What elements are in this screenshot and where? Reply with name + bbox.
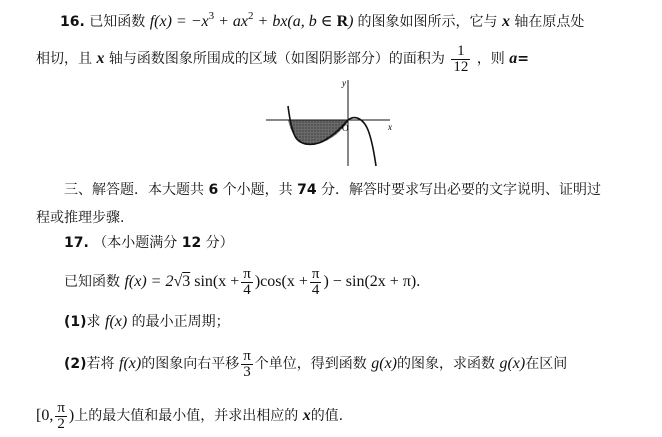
q16-line1: 16. 已知函数 $f(x) = -x^3 + ax^2 + bx(a$, b ∈ R) 的图象如图所示，它与 x 轴在原点处 — [60, 10, 585, 30]
section3-line1: 三、解答题．本大题共 6 个小题，共 74 分．解答时要求写出必要的文字说明、证明过 — [64, 182, 602, 198]
q17-interval-line: [0, $\frac{\pi}{2}$ )上的最大值和最小值，并求出相应的 x的值. — [36, 399, 344, 432]
shaded-region — [288, 120, 348, 145]
section3-line2: 程或推理步骤. — [36, 210, 125, 226]
origin-label: O — [342, 123, 349, 133]
q17-given: 已知函数 f(x) = 2√3 sin(x + $\frac{\pi}{4}$ )cos(x + $\frac{\pi}{4}$ ) − sin(2x + π). — [64, 265, 421, 298]
q17-part2: (2)若将 f(x)的图象向右平移 $\frac{\pi}{3}$ 个单位，得到函数 g(x)的图象，求函数 g(x)在区间 — [64, 347, 568, 380]
area-fraction: $\frac{1}{12}$ — [453, 42, 469, 75]
q16-line2: 相切，且 x 轴与函数图象所围成的区域（如图阴影部分）的面积为 $\frac{1}{12}$ ，则 a= — [36, 42, 529, 75]
q17-header: 17. （本小题满分 12 分） — [64, 235, 234, 251]
y-axis-label: y — [342, 78, 346, 88]
x-axis-label: x — [388, 122, 392, 132]
q16-number: 16. — [60, 14, 85, 30]
function-graph-figure — [260, 76, 400, 168]
q17-part1: (1)求 f(x) 的最小正周期； — [64, 313, 230, 330]
